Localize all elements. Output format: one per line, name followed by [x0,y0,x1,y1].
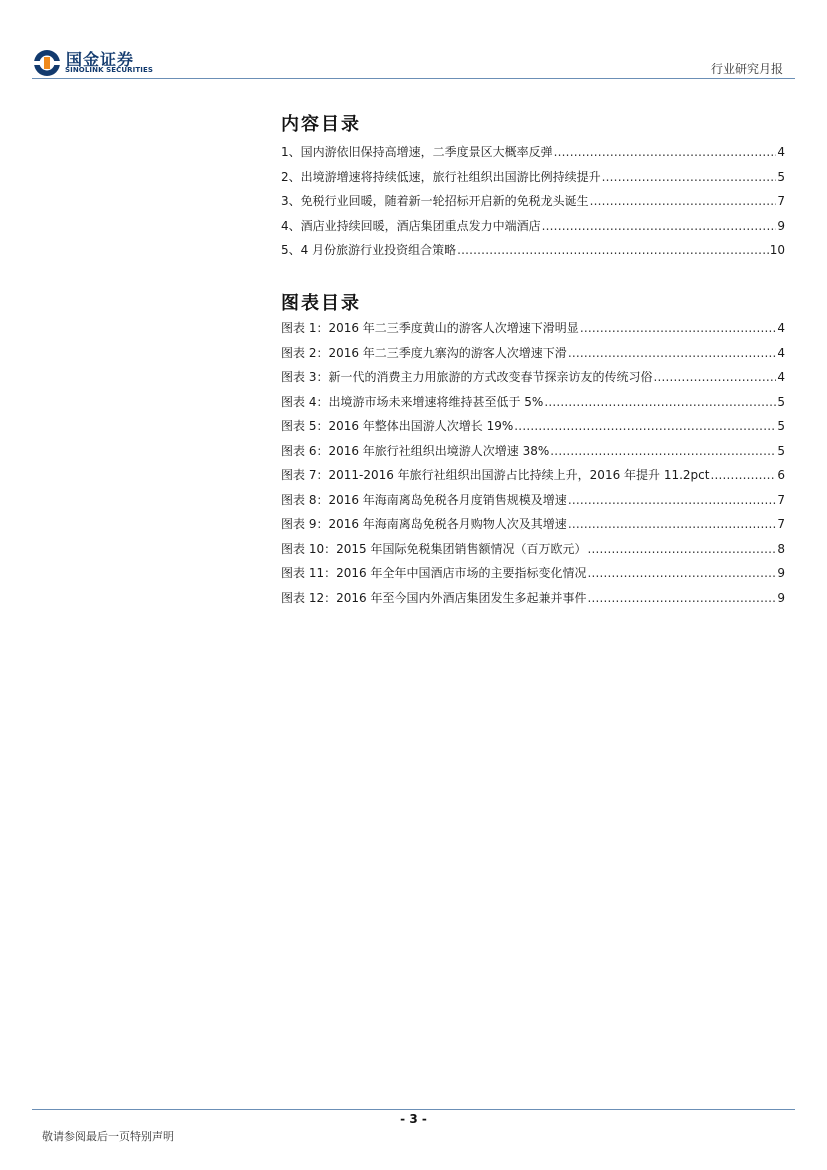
figure-entry-text: 图表 6：2016 年旅行社组织出境游人次增速 38% [281,443,550,458]
figure-entry-text: 图表 10：2015 年国际免税集团销售额情况（百万欧元） [281,541,587,556]
figure-entry-text: 图表 3：新一代的消费主力用旅游的方式改变春节探亲访友的传统习俗 [281,370,653,384]
figure-entry-page: 9 [777,590,785,605]
figures-list [281,319,785,613]
figure-entry[interactable] [281,491,785,516]
leader-dots [587,566,776,580]
leader-dots [580,321,777,335]
figure-entry[interactable] [281,344,785,369]
contents-list [281,143,785,266]
leader-dots [457,243,769,257]
leader-dots [568,493,777,507]
contents-title: 内容目录 [281,114,361,135]
sinolink-logo-icon [32,48,62,78]
figure-entry-page: 5 [777,394,785,409]
leader-dots [550,444,776,458]
toc-entry-page: 10 [769,243,785,257]
figure-entry-text: 图表 9：2016 年海南离岛免税各月购物人次及其增速 [281,517,567,531]
leader-dots [653,370,776,384]
figure-entry-text: 图表 2：2016 年二三季度九寨沟的游客人次增速下滑 [281,345,567,360]
figure-entry-text: 图表 12：2016 年至今国内外酒店集团发生多起兼并事件 [281,590,587,605]
figure-entry-text: 图表 7：2011-2016 年旅行社组织出国游占比持续上升，2016 年提升 11.2pct [281,468,710,482]
figure-entry-text: 图表 1：2016 年二三季度黄山的游客人次增速下滑明显 [281,321,579,335]
toc-entry-page: 7 [777,194,785,208]
figure-entry[interactable] [281,540,785,565]
figure-entry[interactable] [281,442,785,467]
figure-entry[interactable] [281,393,785,418]
toc-entry-page: 9 [777,218,785,233]
figure-entry[interactable] [281,515,785,540]
toc-entry[interactable] [281,168,785,193]
figure-entry[interactable] [281,319,785,344]
leader-dots [587,542,776,556]
toc-entry-text: 3、免税行业回暖，随着新一轮招标开启新的免税龙头诞生 [281,194,589,208]
toc-entry[interactable] [281,241,785,266]
toc-entry-text: 1、国内游依旧保持高增速，二季度景区大概率反弹 [281,145,553,159]
toc-entry-page: 5 [777,169,785,184]
leader-dots [590,194,777,208]
figure-entry-page: 9 [777,566,785,580]
leader-dots [554,145,777,159]
leader-dots [587,591,776,605]
figure-entry-page: 4 [777,345,785,360]
figure-entry[interactable] [281,466,785,491]
figure-entry-text: 图表 8：2016 年海南离岛免税各月度销售规模及增速 [281,492,567,507]
figure-entry-page: 8 [777,541,785,556]
figure-entry[interactable] [281,589,785,614]
figure-entry[interactable] [281,368,785,393]
figure-entry-page: 7 [777,492,785,507]
figure-entry-text: 图表 4：出境游市场未来增速将维持甚至低于 5% [281,394,544,409]
leader-dots [544,395,776,409]
figure-entry-page: 5 [777,419,785,433]
leader-dots [710,468,776,482]
figure-entry-page: 7 [777,517,785,531]
toc-entry-text: 2、出境游增速将持续低速，旅行社组织出国游比例持续提升 [281,169,601,184]
figure-entry-page: 6 [777,468,785,482]
figure-entry-page: 4 [777,370,785,384]
logo-english-name: SINOLINK SECURITIES [65,66,153,74]
leader-dots [568,517,777,531]
toc-entry-text: 5、4 月份旅游行业投资组合策略 [281,243,457,257]
footer-divider [32,1109,795,1110]
header-divider [32,78,795,79]
toc-entry[interactable] [281,192,785,217]
report-type: 行业研究月报 [710,62,783,76]
figure-entry-text: 图表 11：2016 年全年中国酒店市场的主要指标变化情况 [281,566,587,580]
leader-dots [542,219,777,233]
logo-chinese-name: 国金证券 [66,50,135,69]
toc-entry-page: 4 [777,145,785,159]
leader-dots [514,419,776,433]
page-number: - 3 - [400,1112,427,1126]
figure-entry-text: 图表 5：2016 年整体出国游人次增长 19% [281,419,514,433]
company-logo [32,44,162,80]
figure-entry-page: 5 [777,443,785,458]
figure-entry-page: 4 [777,321,785,335]
toc-entry[interactable] [281,143,785,168]
toc-entry[interactable] [281,217,785,242]
leader-dots [568,346,777,360]
leader-dots [602,170,777,184]
figure-entry[interactable] [281,417,785,442]
figures-title: 图表目录 [281,293,361,314]
disclaimer-note: 敬请参阅最后一页特别声明 [42,1130,174,1143]
toc-entry-text: 4、酒店业持续回暖，酒店集团重点发力中端酒店 [281,218,541,233]
figure-entry[interactable] [281,564,785,589]
